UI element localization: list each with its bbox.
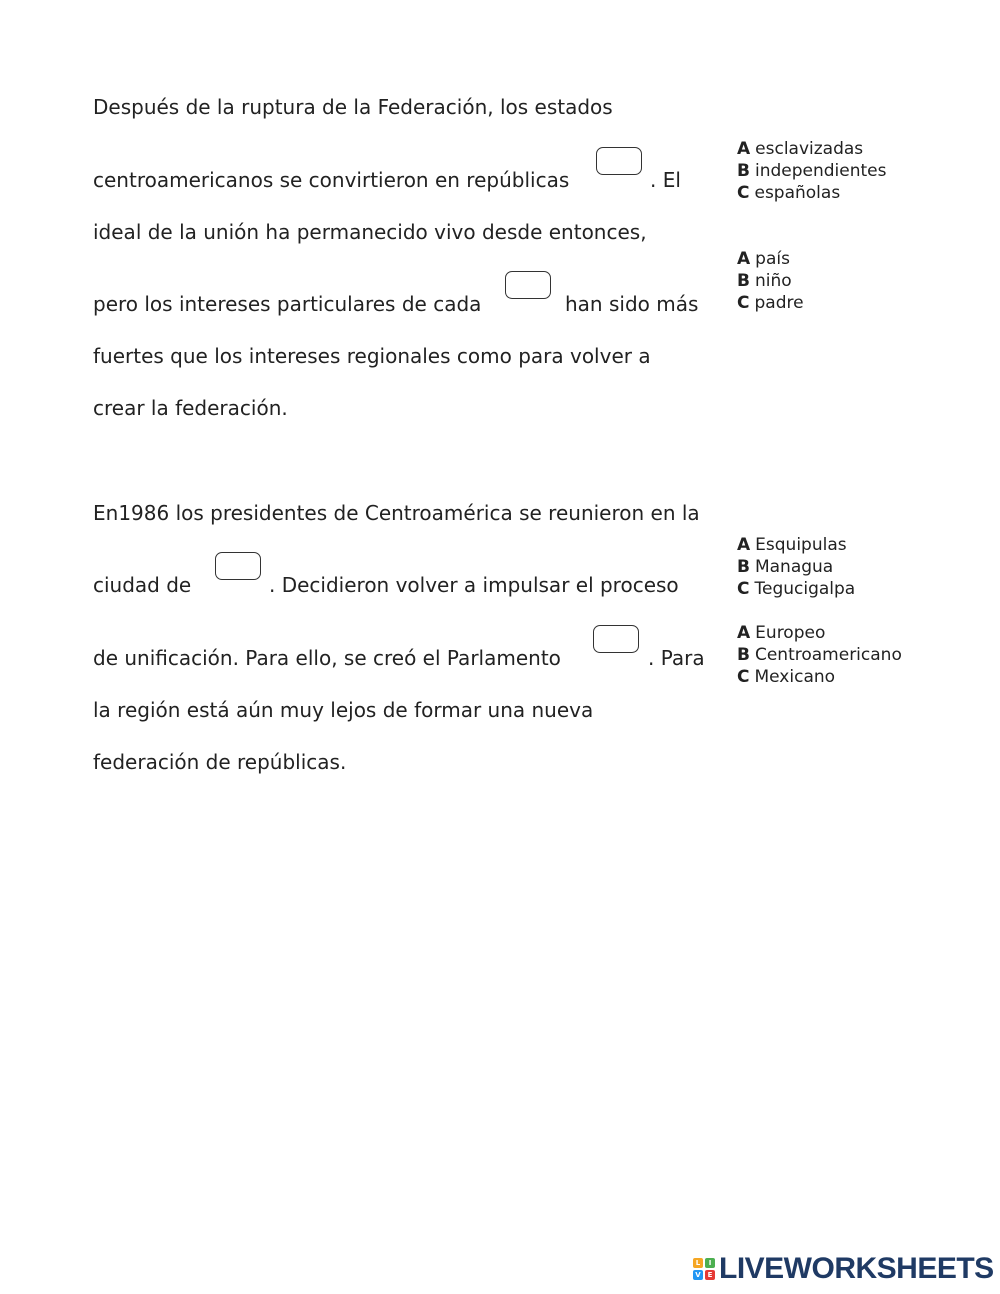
option-b: B niño — [737, 271, 792, 291]
text-line: . El — [650, 168, 681, 192]
answer-blank-1[interactable] — [596, 147, 642, 175]
option-c: C españolas — [737, 183, 841, 203]
text-line: han sido más — [565, 292, 699, 316]
answer-blank-2[interactable] — [505, 271, 551, 299]
text-line: pero los intereses particulares de cada — [93, 292, 482, 316]
text-line: federación de repúblicas. — [93, 750, 347, 774]
text-line: En1986 los presidentes de Centroamérica se reunieron en la — [93, 501, 700, 525]
text-line: . Decidieron volver a impulsar el proceso — [269, 573, 679, 597]
liveworksheets-logo — [693, 1254, 994, 1284]
liveworksheets-icon: L I V E — [693, 1258, 715, 1280]
blank-4-options — [737, 622, 902, 688]
text-line: centroamericanos se convirtieron en repúblicas — [93, 168, 570, 192]
answer-blank-4[interactable] — [593, 625, 639, 653]
text-line: fuertes que los intereses regionales como para volver a — [93, 344, 651, 368]
text-line: de unificación. Para ello, se creó el Parlamento — [93, 646, 561, 670]
text-line: . Para — [648, 646, 705, 670]
answer-blank-3[interactable] — [215, 552, 261, 580]
text-line: crear la federación. — [93, 396, 288, 420]
text-line: la región está aún muy lejos de formar una nueva — [93, 698, 594, 722]
brand-name: LIVEWORKSHEETS — [719, 1252, 994, 1285]
option-b: B independientes — [737, 161, 887, 181]
blank-1-options — [737, 138, 886, 204]
option-c: C Mexicano — [737, 667, 836, 687]
text-line: Después de la ruptura de la Federación, los estados — [93, 95, 613, 119]
option-a: A Esquipulas — [737, 535, 847, 555]
text-line: ideal de la unión ha permanecido vivo desde entonces, — [93, 220, 647, 244]
blank-2-options — [737, 248, 804, 314]
blank-3-options — [737, 534, 855, 600]
option-a: A Europeo — [737, 623, 826, 643]
option-a: A país — [737, 249, 790, 269]
text-line: ciudad de — [93, 573, 192, 597]
option-b: B Managua — [737, 557, 834, 577]
option-b: B Centroamericano — [737, 645, 902, 665]
option-c: C padre — [737, 293, 804, 313]
option-a: A esclavizadas — [737, 139, 864, 159]
option-c: C Tegucigalpa — [737, 579, 856, 599]
